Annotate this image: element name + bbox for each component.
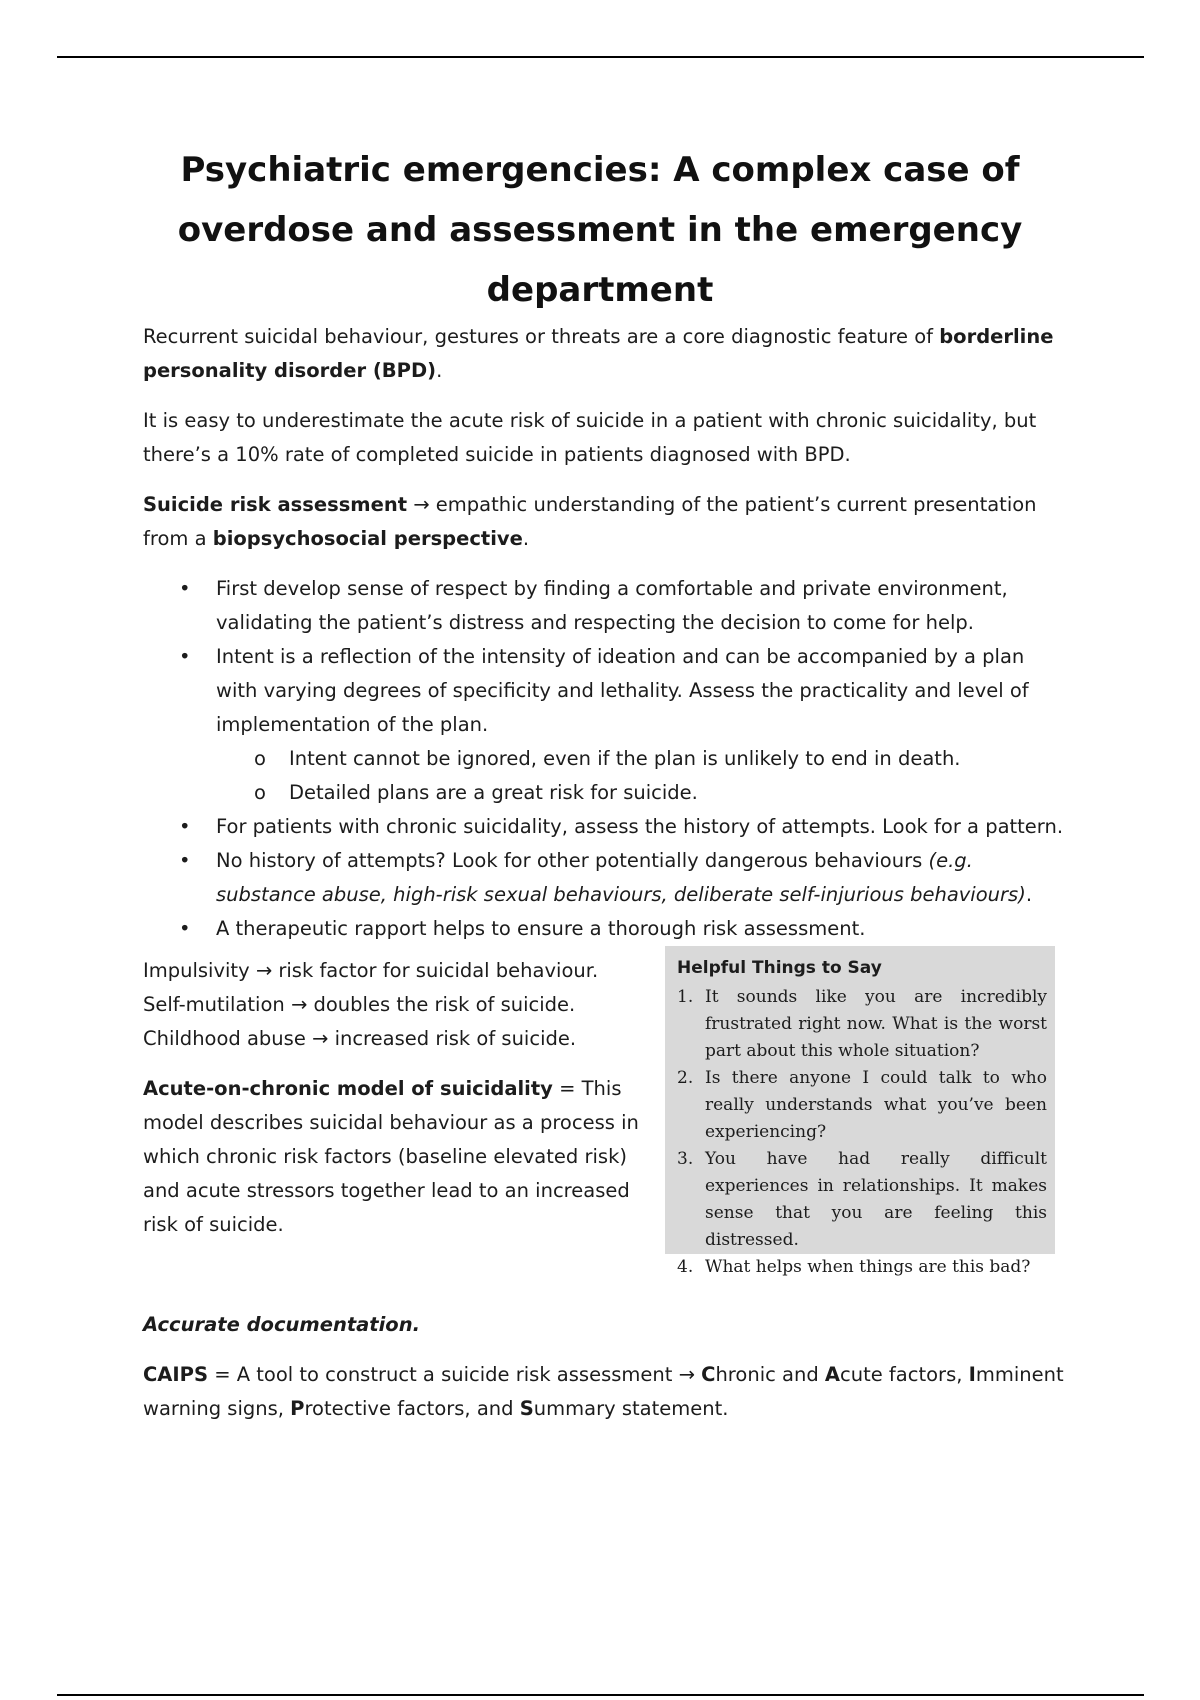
- documentation-heading: Accurate documentation.: [143, 1313, 420, 1336]
- list-item: [143, 640, 1068, 810]
- list-item: [677, 1065, 1047, 1146]
- paragraph-bpd: [143, 320, 1068, 388]
- acute-model-text: = This model describes suicidal behaviour as a process in which chronic risk factors (baseline elevated risk) and acute stressors together lead to an increased risk of suicide.: [143, 1077, 639, 1236]
- acute-model-bold: Acute-on-chronic model of suicidality: [143, 1077, 553, 1100]
- document-body: [143, 320, 1068, 1442]
- bullet-text: A therapeutic rapport helps to ensure a thorough risk assessment.: [216, 917, 866, 940]
- caips-i-rest: mminent warning signs,: [143, 1363, 1064, 1420]
- helpful-box-heading: Helpful Things to Say: [677, 958, 882, 978]
- caips-text: = A tool to construct a suicide risk assessment →: [208, 1363, 702, 1386]
- assessment-bullet-list: [143, 572, 1068, 946]
- sub-bullet-icon: o: [254, 747, 266, 770]
- bullet-text: No history of attempts? Look for other potentially dangerous behaviours: [216, 849, 929, 872]
- bullet-text: First develop sense of respect by finding a comfortable and private environment, validating the patient’s distress and respecting the decision to come for help.: [216, 577, 1008, 634]
- risk-factor-impulsivity: Impulsivity → risk factor for suicidal behaviour.: [143, 959, 599, 982]
- item-number: 1.: [677, 987, 694, 1007]
- list-item: [677, 984, 1047, 1065]
- bullet-icon: •: [179, 917, 191, 940]
- item-text: You have had really difficult experiences in relationships. It makes sense that you are feeling this distressed.: [705, 1149, 1047, 1250]
- list-item: [143, 810, 1068, 844]
- caips-bold: CAIPS: [143, 1363, 208, 1386]
- two-column-section: [143, 954, 1068, 1294]
- helpful-things-box: [665, 946, 1055, 1277]
- paragraph-risk: It is easy to underestimate the acute risk of suicide in a patient with chronic suicidality, but there’s a 10% rate of completed suicide in patients diagnosed with BPD.: [143, 409, 1037, 466]
- sub-list-item: [216, 742, 1068, 776]
- bullet-italic: (e.g. substance abuse, high-risk sexual behaviours, deliberate self-injurious behaviours): [216, 849, 1026, 906]
- caips-a: A: [824, 1363, 841, 1386]
- bullet-icon: •: [179, 577, 191, 600]
- list-item: [143, 844, 1068, 912]
- bullet-icon: •: [179, 815, 191, 838]
- item-number: 3.: [677, 1149, 694, 1169]
- helpful-phrases-list: [677, 984, 1047, 1281]
- sub-bullet-text: Intent cannot be ignored, even if the plan is unlikely to end in death.: [289, 747, 961, 770]
- caips-p: P: [290, 1397, 305, 1420]
- p3-bold: Suicide risk assessment: [143, 493, 408, 516]
- p1-bold: borderline personality disorder (BPD): [143, 325, 1054, 382]
- paragraph-assessment: [143, 488, 1068, 556]
- p1-text: Recurrent suicidal behaviour, gestures or threats are a core diagnostic feature of: [143, 325, 940, 348]
- sub-bullet-icon: o: [254, 781, 266, 804]
- caips-paragraph: [143, 1358, 1068, 1426]
- item-text: What helps when things are this bad?: [705, 1257, 1031, 1277]
- page-title: Psychiatric emergencies: A complex case of overdose and assessment in the emergency department: [177, 150, 1023, 310]
- bullet-icon: •: [179, 849, 191, 872]
- sub-list: [216, 742, 1068, 810]
- p3-bold2: biopsychosocial perspective: [212, 527, 523, 550]
- left-column: [143, 954, 643, 1242]
- caips-c-rest: hronic and: [715, 1363, 825, 1386]
- footer-rule: [57, 1694, 1144, 1696]
- caips-p-rest: rotective factors, and: [304, 1397, 520, 1420]
- risk-factor-lines: [143, 954, 643, 1056]
- risk-factor-childhood-abuse: Childhood abuse → increased risk of suicide.: [143, 1027, 577, 1050]
- bullet-end: .: [1025, 883, 1033, 906]
- list-item: [143, 912, 1068, 946]
- bullet-text: Intent is a reflection of the intensity of ideation and can be accompanied by a plan with varying degrees of specificity and lethality. Assess the practicality and level of implementation of the plan.: [216, 645, 1029, 736]
- sub-list-item: [216, 776, 1068, 810]
- header-rule: [57, 56, 1144, 58]
- p3-end: .: [522, 527, 530, 550]
- caips-c: C: [701, 1363, 716, 1386]
- p1-end: .: [436, 359, 443, 382]
- risk-factor-self-mutilation: Self-mutilation → doubles the risk of suicide.: [143, 993, 576, 1016]
- sub-bullet-text: Detailed plans are a great risk for suicide.: [289, 781, 698, 804]
- list-item: [143, 572, 1068, 640]
- list-item: [677, 1254, 1047, 1281]
- caips-s: S: [519, 1397, 534, 1420]
- bullet-icon: •: [179, 645, 191, 668]
- list-item: [677, 1146, 1047, 1254]
- item-text: It sounds like you are incredibly frustrated right now. What is the worst part about this whole situation?: [705, 987, 1047, 1061]
- caips-s-rest: ummary statement.: [533, 1397, 729, 1420]
- item-text: Is there anyone I could talk to who really understands what you’ve been experiencing?: [705, 1068, 1047, 1142]
- caips-i: I: [968, 1363, 976, 1386]
- item-number: 4.: [677, 1257, 694, 1277]
- bullet-text: For patients with chronic suicidality, assess the history of attempts. Look for a pattern.: [216, 815, 1064, 838]
- p3-arrow: → empathic understanding of the patient’s current presentation from a: [143, 493, 1037, 550]
- acute-model-paragraph: [143, 1072, 643, 1242]
- item-number: 2.: [677, 1068, 694, 1088]
- caips-a-rest: cute factors,: [840, 1363, 969, 1386]
